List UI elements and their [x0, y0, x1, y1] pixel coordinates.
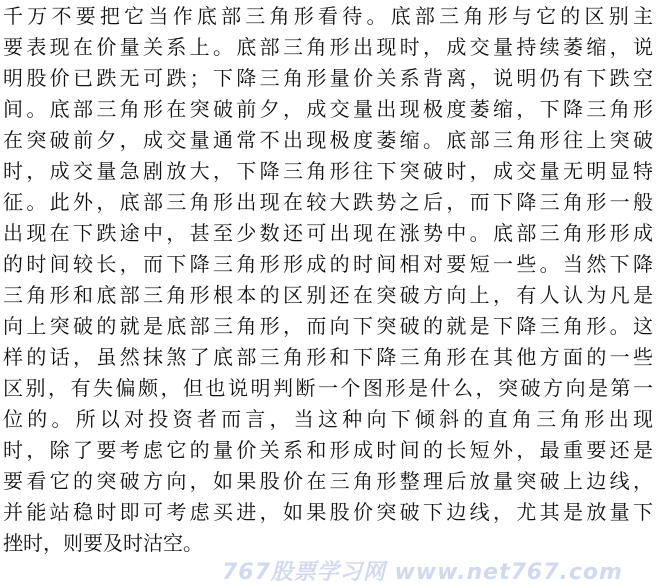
text-line-13: 区别，有失偏颇，但也说明判断一个图形是什么，突破方向是第一: [3, 376, 653, 400]
site-watermark: 767股票学习网 www.net767.com: [222, 560, 623, 585]
text-line-15: 时，除了要考虑它的量价关系和形成时间的长短外，最重要还是: [3, 438, 653, 462]
text-line-11: 向上突破的就是底部三角形，而向下突破的就是下降三角形。这: [3, 314, 653, 338]
text-line-7: 征。此外，底部三角形出现在较大跌势之后，而下降三角形一般: [3, 190, 653, 214]
text-line-6: 时，成交量急剧放大，下降三角形往下突破时，成交量无明显特: [3, 159, 653, 183]
text-line-8: 出现在下跌途中，甚至少数还可出现在涨势中。底部三角形形成: [3, 221, 653, 245]
text-line-16: 要看它的突破方向，如果股价在三角形整理后放量突破上边线，: [3, 469, 653, 493]
text-line-3: 明股价已跌无可跌；下降三角形量价关系背离，说明仍有下跌空: [3, 66, 653, 90]
text-line-14: 位的。所以对投资者而言，当这种向下倾斜的直角三角形出现: [3, 407, 653, 431]
text-line-12: 样的话，虽然抹煞了底部三角形和下降三角形在其他方面的一些: [3, 345, 653, 369]
text-line-5: 在突破前夕，成交量通常不出现极度萎缩。底部三角形往上突破: [3, 128, 653, 152]
text-line-10: 三角形和底部三角形根本的区别还在突破方向上，有人认为凡是: [3, 283, 653, 307]
text-line-9: 的时间较长，而下降三角形形成的时间相对要短一些。当然下降: [3, 252, 653, 276]
text-line-18: 挫时，则要及时沽空。: [3, 531, 203, 555]
text-line-2: 要表现在价量关系上。底部三角形出现时，成交量持续萎缩，说: [3, 35, 653, 59]
text-line-4: 间。底部三角形在突破前夕，成交量出现极度萎缩，下降三角形: [3, 97, 653, 121]
text-line-17: 并能站稳时即可考虑买进，如果股价突破下边线，尤其是放量下: [3, 500, 653, 524]
text-line-1: 千万不要把它当作底部三角形看待。底部三角形与它的区别主: [3, 4, 653, 28]
